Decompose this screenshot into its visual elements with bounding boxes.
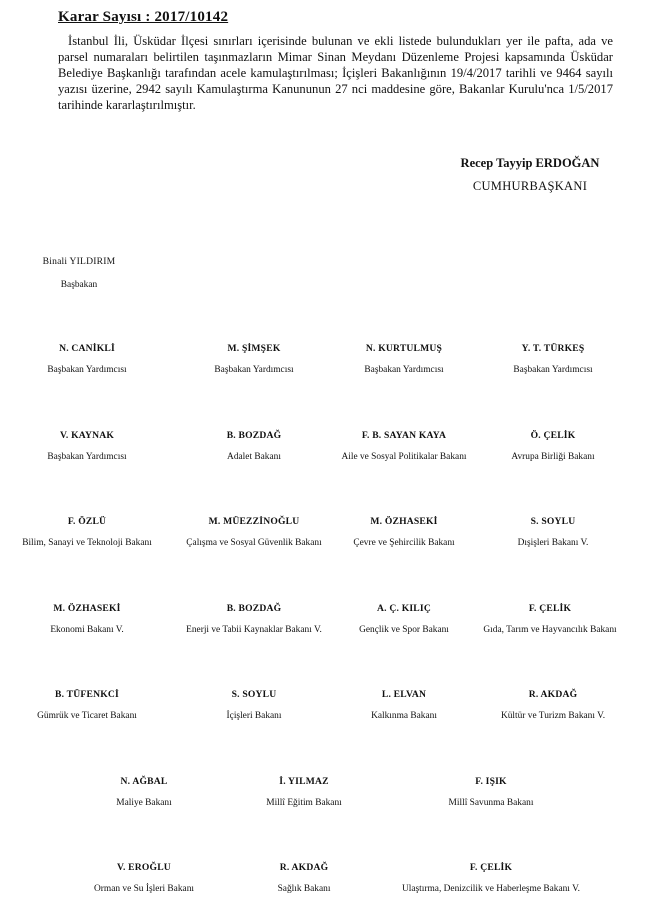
prime-minister-signature <box>43 256 116 290</box>
minister-signature <box>353 516 454 548</box>
signer-title: Başbakan Yardımcısı <box>214 365 294 375</box>
signer-name: S. SOYLU <box>530 516 576 527</box>
signer-title: Gümrük ve Ticaret Bakanı <box>37 711 137 721</box>
signer-title: İçişleri Bakanı <box>226 711 282 721</box>
minister-signature <box>266 776 342 808</box>
minister-signature <box>359 603 449 635</box>
signer-title: Adalet Bakanı <box>227 452 281 462</box>
signer-title: Başbakan <box>60 280 98 290</box>
minister-signature <box>513 343 592 375</box>
signer-title: Dışişleri Bakanı V. <box>517 538 589 548</box>
signer-name: V. EROĞLU <box>117 862 171 873</box>
minister-signature <box>483 603 616 635</box>
signer-title: Başbakan Yardımcısı <box>47 365 127 375</box>
signer-title: Başbakan Yardımcısı <box>47 452 127 462</box>
minister-signature <box>116 776 171 808</box>
signer-title: Bilim, Sanayi ve Teknoloji Bakanı <box>22 538 152 548</box>
signer-name: M. ÖZHASEKİ <box>370 516 438 527</box>
minister-signature <box>511 430 594 462</box>
signer-name: R. AKDAĞ <box>528 689 578 700</box>
minister-signature <box>449 776 534 808</box>
minister-signature <box>37 689 137 721</box>
minister-signature <box>186 516 321 548</box>
signer-name: B. BOZDAĞ <box>226 603 282 614</box>
signer-name: B. BOZDAĞ <box>226 430 282 441</box>
minister-signature <box>227 430 282 462</box>
signer-title: Maliye Bakanı <box>116 798 172 808</box>
signer-name: R. AKDAĞ <box>279 862 329 873</box>
signer-title: Çevre ve Şehircilik Bakanı <box>353 538 455 548</box>
signer-name: F. ÇELİK <box>469 862 513 873</box>
minister-signature <box>402 862 580 894</box>
signer-title: Enerji ve Tabii Kaynaklar Bakanı V. <box>186 625 322 635</box>
signer-title: Gıda, Tarım ve Hayvancılık Bakanı <box>483 625 617 635</box>
minister-signature <box>278 862 331 894</box>
decree-body <box>58 33 613 113</box>
signer-name: N. AĞBAL <box>120 776 168 787</box>
signer-name: Ö. ÇELİK <box>530 430 576 441</box>
signer-title: Millî Savunma Bakanı <box>448 798 534 808</box>
signer-title: Kalkınma Bakanı <box>371 711 437 721</box>
signer-name: V. KAYNAK <box>59 430 115 441</box>
signer-name: L. ELVAN <box>381 689 427 700</box>
signer-title: Çalışma ve Sosyal Güvenlik Bakanı <box>186 538 322 548</box>
signer-name: F. IŞIK <box>475 776 507 787</box>
signer-name: A. Ç. KILIÇ <box>377 603 431 614</box>
minister-signature <box>227 689 282 721</box>
signer-title: Ulaştırma, Denizcilik ve Haberleşme Bakanı V. <box>402 884 580 894</box>
minister-signature <box>518 516 589 548</box>
signer-name: N. KURTULMUŞ <box>365 343 443 354</box>
signer-name: Binali YILDIRIM <box>42 256 116 267</box>
signer-title: Kültür ve Turizm Bakanı V. <box>500 711 606 721</box>
signer-name: İ. YILMAZ <box>279 776 329 787</box>
signer-name: F. ÖZLÜ <box>67 516 107 527</box>
signer-title: Başbakan Yardımcısı <box>513 365 593 375</box>
minister-signature <box>94 862 194 894</box>
minister-signature <box>371 689 437 721</box>
decree-paragraph: İstanbul İli, Üsküdar İlçesi sınırları içerisinde bulunan ve ekli listede bulundukları yer ile pafta, ada ve parsel numaraları belirtilen taşınmazların Mimar Sinan Meydanı Düzenleme Projesi kapsamında Üsküdar Belediye Başkanlığı tarafından acele kamulaştırılması; İçişleri Bakanlığının 19/4/2017 tarihli ve 9464 sayılı yazısı üzerine, 2942 sayılı Kamulaştırma Kanununun 27 nci maddesine göre, Bakanlar Kurulu'nca 1/5/2017 tarihinde kararlaştırılmıştır. <box>58 34 613 112</box>
president-title: CUMHURBAŞKANI <box>472 179 588 193</box>
signer-name: M. ŞİMŞEK <box>227 343 281 354</box>
signer-name: F. B. SAYAN KAYA <box>361 430 447 441</box>
signer-name: Y. T. TÜRKEŞ <box>521 343 585 354</box>
president-signature-block <box>440 156 620 194</box>
minister-signature <box>342 430 467 462</box>
minister-signature <box>50 603 123 635</box>
signer-title: Ekonomi Bakanı V. <box>50 625 124 635</box>
signer-name: F. ÇELİK <box>528 603 572 614</box>
minister-signature <box>47 430 126 462</box>
minister-signature <box>501 689 605 721</box>
signer-title: Aile ve Sosyal Politikalar Bakanı <box>341 452 467 462</box>
signer-title: Başbakan Yardımcısı <box>364 365 444 375</box>
minister-signature <box>214 343 293 375</box>
signer-name: M. MÜEZZİNOĞLU <box>208 516 300 527</box>
signer-title: Millî Eğitim Bakanı <box>266 798 342 808</box>
signer-title: Gençlik ve Spor Bakanı <box>359 625 449 635</box>
decree-number-title: Karar Sayısı : 2017/10142 <box>58 9 229 25</box>
signer-title: Sağlık Bakanı <box>277 884 331 894</box>
minister-signature <box>364 343 443 375</box>
signer-name: S. SOYLU <box>231 689 277 700</box>
minister-signature <box>47 343 126 375</box>
minister-signature <box>22 516 152 548</box>
minister-signature <box>186 603 322 635</box>
signer-title: Orman ve Su İşleri Bakanı <box>94 884 194 894</box>
signer-name: N. CANİKLİ <box>59 343 115 354</box>
signer-name: B. TÜFENKCİ <box>55 689 119 700</box>
signer-title: Avrupa Birliği Bakanı <box>511 452 595 462</box>
signer-name: M. ÖZHASEKİ <box>53 603 121 614</box>
president-name: Recep Tayyip ERDOĞAN <box>460 156 600 170</box>
